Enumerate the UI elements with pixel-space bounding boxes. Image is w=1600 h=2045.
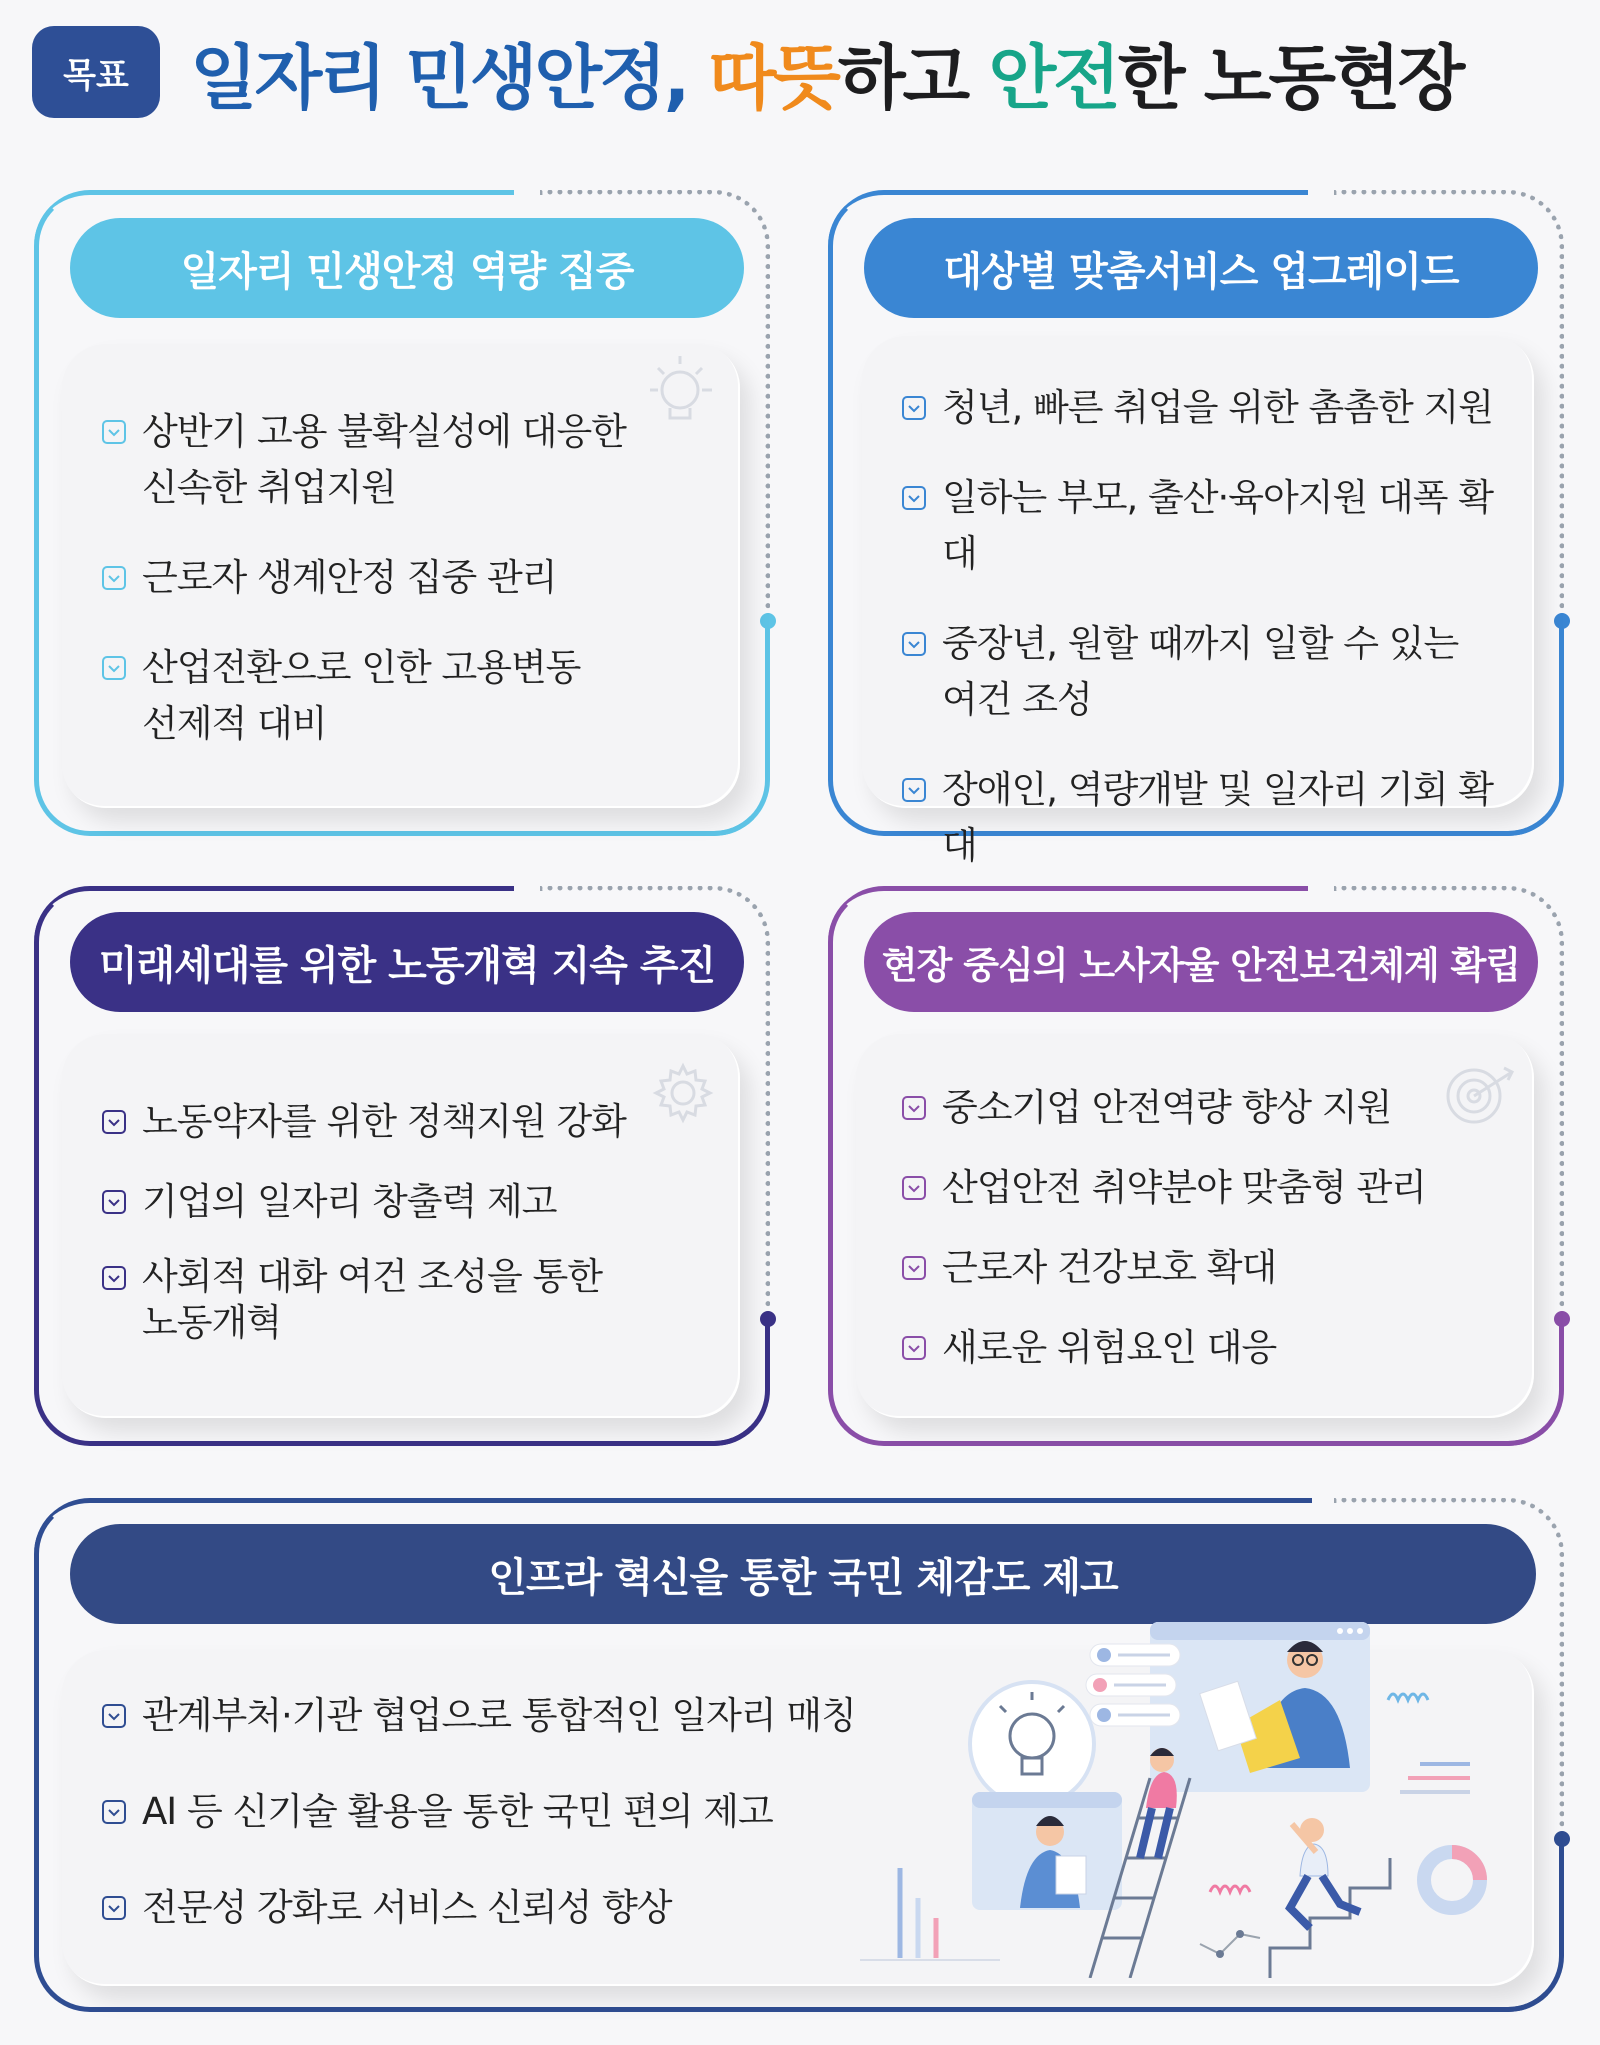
title-part-jobs: 일자리 민생안정, [190,36,688,119]
item-list [102,1688,882,1936]
list-item [102,1094,662,1150]
checkbox-icon [102,656,126,680]
item-text: 신속한 취업지원 [142,466,396,509]
list-item [102,1254,662,1346]
item-list [102,1094,662,1346]
checkbox-icon [102,1704,126,1728]
list-item [102,1688,882,1744]
item-text: 전문성 강화로 서비스 신뢰성 향상 [142,1886,672,1929]
list-item [902,470,1522,582]
checkbox-icon [902,1176,926,1200]
checkbox-icon [102,1110,126,1134]
list-item [102,640,662,752]
checkbox-icon [902,1096,926,1120]
item-text: 일하는 부모, 출산·육아지원 대폭 확대 [942,476,1493,575]
item-list [102,404,662,752]
item-list [902,380,1522,874]
checkbox-icon [902,396,926,420]
item-text: 사회적 대화 여건 조성을 통한 [142,1255,602,1298]
item-text: 선제적 대비 [142,702,327,745]
item-text: 여건 조성 [942,678,1092,721]
item-text: 노동약자를 위한 정책지원 강화 [142,1100,626,1143]
connector-dot [760,613,776,629]
checkbox-icon [102,566,126,590]
list-item [902,762,1522,874]
panel-title: 현장 중심의 노사자율 안전보건체계 확립 [864,912,1538,1012]
item-text: 근로자 건강보호 확대 [942,1246,1277,1289]
connector-dot [1554,613,1570,629]
item-text: 근로자 생계안정 집중 관리 [142,556,557,599]
item-text: 기업의 일자리 창출력 제고 [142,1180,557,1223]
checkbox-icon [102,1266,126,1290]
checkbox-icon [902,632,926,656]
connector-dot [1554,1311,1570,1327]
title-part-workplace: 한 노동현장 [1117,36,1463,119]
list-item [102,404,662,516]
checkbox-icon [102,1800,126,1824]
checkbox-icon [902,1336,926,1360]
title-part-warm: 따뜻 [687,36,838,119]
item-text: 청년, 빠른 취업을 위한 촘촘한 지원 [942,386,1493,429]
panel-title: 인프라 혁신을 통한 국민 체감도 제고 [70,1524,1536,1624]
title-part-and: 하고 [837,36,989,119]
panel-title: 미래세대를 위한 노동개혁 지속 추진 [70,912,744,1012]
item-text: 노동개혁 [142,1301,281,1344]
list-item [902,616,1522,728]
connector-dot [1554,1831,1570,1847]
checkbox-icon [102,1896,126,1920]
checkbox-icon [902,778,926,802]
item-text: 중장년, 원할 때까지 일할 수 있는 [942,622,1459,665]
list-item [902,1320,1462,1376]
list-item [102,1880,882,1936]
goal-badge: 목표 [32,26,160,118]
item-text: 중소기업 안전역량 향상 지원 [942,1086,1392,1129]
page-title [190,22,1462,123]
connector-dot [760,1311,776,1327]
list-item [902,380,1522,436]
panel-title: 대상별 맞춤서비스 업그레이드 [864,218,1538,318]
checkbox-icon [102,420,126,444]
checkbox-icon [902,1256,926,1280]
item-text: 상반기 고용 불확실성에 대응한 [142,410,626,453]
item-text: AI 등 신기술 활용을 통한 국민 편의 제고 [142,1790,773,1833]
page-header [32,22,1572,122]
item-text: 장애인, 역량개발 및 일자리 기회 확대 [942,768,1493,867]
list-item [902,1160,1462,1216]
checkbox-icon [902,486,926,510]
checkbox-icon [102,1190,126,1214]
list-item [102,1784,882,1840]
list-item [102,550,662,606]
list-item [902,1080,1462,1136]
panel-title: 일자리 민생안정 역량 집중 [70,218,744,318]
item-text: 새로운 위험요인 대응 [942,1326,1277,1369]
list-item [102,1174,662,1230]
teamwork-illustration [840,1608,1500,1978]
item-text: 산업안전 취약분야 맞춤형 관리 [942,1166,1426,1209]
item-list [902,1080,1462,1376]
item-text: 산업전환으로 인한 고용변동 [142,646,581,689]
list-item [902,1240,1462,1296]
item-text: 관계부처·기관 협업으로 통합적인 일자리 매칭 [142,1694,856,1737]
title-part-safe: 안전 [988,36,1118,119]
